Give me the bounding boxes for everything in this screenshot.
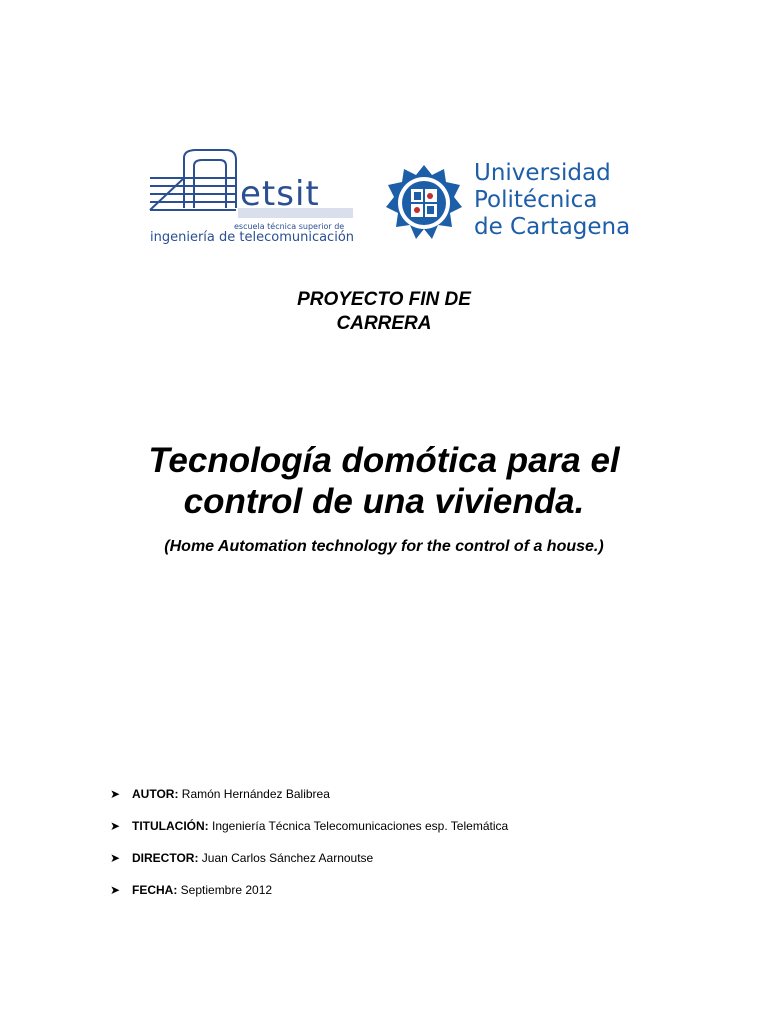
arrowhead-bullet-icon: ➤ [110, 883, 121, 897]
list-item-degree [110, 818, 710, 850]
logos-header [0, 140, 768, 250]
project-heading-line-1: PROYECTO FIN DE [297, 289, 471, 310]
upct-line-2: Politécnica [474, 187, 598, 213]
upct-line-3: de Cartagena [474, 214, 631, 240]
list-item-director [110, 850, 710, 882]
degree-label: TITULACIÓN: [132, 819, 209, 833]
project-heading [0, 288, 768, 336]
director-value: Juan Carlos Sánchez Aarnoutse [198, 851, 374, 865]
upct-seal-icon [384, 163, 464, 243]
etsit-wordmark: etsit [240, 174, 320, 214]
document-title [60, 440, 708, 522]
author-label: AUTOR: [132, 787, 179, 801]
arrowhead-bullet-icon: ➤ [110, 819, 121, 833]
author-value: Ramón Hernández Balibrea [178, 787, 330, 801]
director-label: DIRECTOR: [132, 851, 199, 865]
document-subtitle: (Home Automation technology for the control of a house.) [164, 538, 604, 555]
date-value: Septiembre 2012 [177, 883, 273, 897]
list-item-date [110, 882, 710, 914]
arrowhead-bullet-icon: ➤ [110, 851, 121, 865]
etsit-name: ingeniería de telecomunicación [150, 230, 355, 245]
etsit-logo [148, 148, 358, 243]
degree-value: Ingeniería Técnica Telecomunicaciones esp. Telemática [208, 819, 509, 833]
upct-line-1: Universidad [474, 160, 611, 186]
etsit-subtitle: escuela técnica superior de [234, 222, 345, 231]
document-title-line-1: Tecnología domótica para el [148, 441, 620, 480]
project-heading-line-2: CARRERA [336, 313, 432, 334]
metadata-list [110, 786, 710, 914]
document-title-line-2: control de una vivienda. [183, 482, 585, 521]
arrowhead-bullet-icon: ➤ [110, 787, 121, 801]
date-label: FECHA: [132, 883, 178, 897]
list-item-author [110, 786, 710, 818]
upct-wordmark [474, 160, 630, 241]
